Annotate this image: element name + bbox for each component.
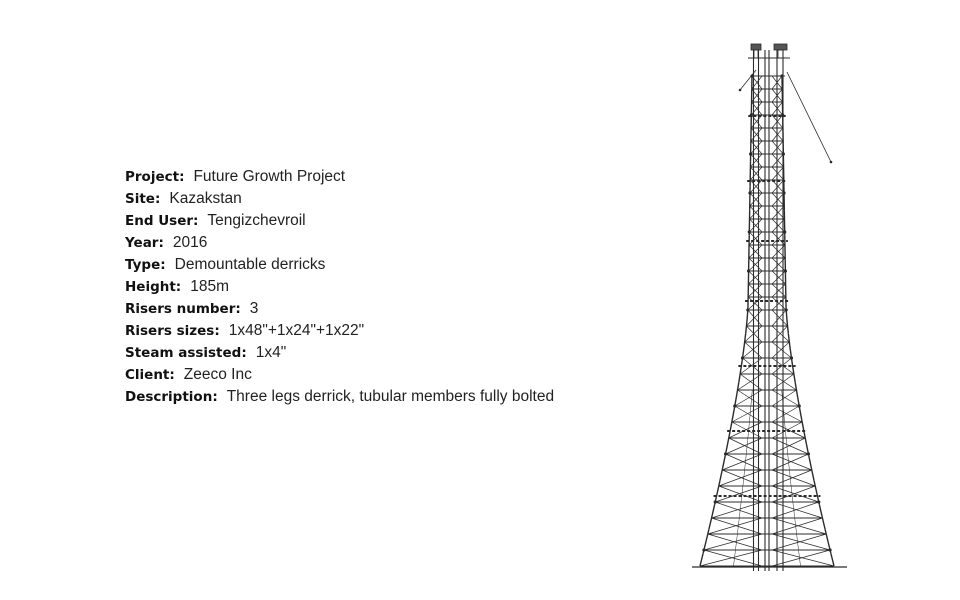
outer-leg-left [739, 370, 741, 382]
outer-leg-right [819, 505, 822, 517]
project-spec-list [125, 166, 554, 408]
secondary-member [746, 438, 748, 454]
bolted-node [807, 452, 810, 455]
bolted-node [782, 191, 785, 194]
spec-label: Site: [125, 191, 161, 207]
outer-leg-left [730, 419, 732, 431]
spec-value: 185m [190, 278, 229, 295]
secondary-member [749, 406, 750, 422]
spec-label: Description: [125, 389, 218, 405]
outer-leg-left [712, 505, 715, 517]
spec-row-risers-sizes [125, 320, 554, 342]
outer-leg-right [825, 529, 828, 541]
spec-row-height [125, 276, 554, 298]
outer-leg-right [795, 382, 797, 394]
bolted-node [798, 404, 801, 407]
spec-value: 3 [249, 300, 259, 317]
tower-lattice [700, 76, 834, 566]
spec-row-year [125, 232, 554, 254]
secondary-member [788, 454, 790, 470]
bolted-node [746, 308, 749, 311]
spec-value: Three legs derrick, tubular members fully bolted [226, 388, 555, 405]
spec-value: 1x48"+1x24"+1x22" [228, 322, 365, 339]
spec-label: Year: [125, 235, 164, 251]
bolted-node [817, 500, 820, 503]
bolted-node [784, 269, 787, 272]
spec-row-project [125, 166, 554, 188]
spec-label: Risers sizes: [125, 323, 220, 339]
spec-label: Risers number: [125, 301, 241, 317]
outer-leg-left [746, 321, 747, 333]
spec-label: Client: [125, 367, 175, 383]
cable-anchor [830, 161, 833, 164]
spec-row-client [125, 364, 554, 386]
spec-row-type [125, 254, 554, 276]
spec-label: Project: [125, 169, 185, 185]
bolted-node [748, 230, 751, 233]
outer-leg-right [809, 456, 812, 468]
spec-value: Demountable derricks [174, 256, 326, 273]
outer-leg-right [802, 419, 804, 431]
bolted-node [714, 500, 717, 503]
outer-leg-right [791, 358, 793, 370]
spec-label: Height: [125, 279, 182, 295]
bolted-node [741, 356, 744, 359]
outer-leg-left [703, 542, 706, 554]
outer-leg-right [828, 542, 831, 554]
outer-leg-left [709, 517, 712, 529]
outer-leg-left [743, 346, 745, 358]
secondary-member [789, 470, 791, 486]
spec-label: Steam assisted: [125, 345, 247, 361]
outer-leg-right [788, 333, 789, 345]
outer-leg-left [700, 554, 703, 566]
spec-value: 1x4" [255, 344, 287, 361]
outer-leg-right [793, 370, 795, 382]
outer-leg-right [822, 517, 825, 529]
flare-tip-neck [754, 50, 758, 58]
bolted-node [702, 548, 705, 551]
secondary-member [745, 454, 747, 470]
outer-leg-left [744, 333, 745, 345]
secondary-member [786, 438, 788, 454]
spec-row-steam-assisted [125, 342, 554, 364]
bolted-node [785, 308, 788, 311]
spec-value: Kazakstan [169, 190, 242, 207]
secondary-member [743, 470, 745, 486]
spec-row-site [125, 188, 554, 210]
flare-tip-neck [778, 50, 783, 58]
spec-value: 2016 [172, 234, 208, 251]
spec-value: Tengizchevroil [207, 212, 306, 229]
tower-risers [754, 46, 784, 571]
bolted-node [724, 452, 727, 455]
outer-leg-right [799, 407, 801, 419]
bolted-node [790, 356, 793, 359]
outer-leg-left [732, 407, 734, 419]
outer-leg-left [706, 529, 709, 541]
bolted-node [733, 404, 736, 407]
bolted-node [748, 191, 751, 194]
spec-label: Type: [125, 257, 166, 273]
outer-leg-right [790, 346, 792, 358]
flare-tip [774, 44, 787, 50]
cable-right [787, 72, 831, 162]
outer-leg-left [723, 456, 726, 468]
bolted-node [828, 548, 831, 551]
secondary-member [751, 390, 752, 406]
bolted-node [782, 152, 785, 155]
outer-leg-left [737, 382, 739, 394]
bolted-node [747, 269, 750, 272]
derrick-tower-drawing [690, 36, 850, 576]
outer-leg-right [787, 321, 788, 333]
spec-row-description [125, 386, 554, 408]
outer-leg-left [741, 358, 743, 370]
spec-row-risers-number [125, 298, 554, 320]
spec-value: Future Growth Project [193, 168, 346, 185]
flare-tip [751, 44, 761, 50]
spec-row-end-user [125, 210, 554, 232]
cable-anchor [739, 89, 742, 92]
spec-value: Zeeco Inc [183, 366, 252, 383]
outer-leg-right [831, 554, 834, 566]
bolted-node [783, 230, 786, 233]
spec-label: End User: [125, 213, 199, 229]
bolted-node [749, 152, 752, 155]
